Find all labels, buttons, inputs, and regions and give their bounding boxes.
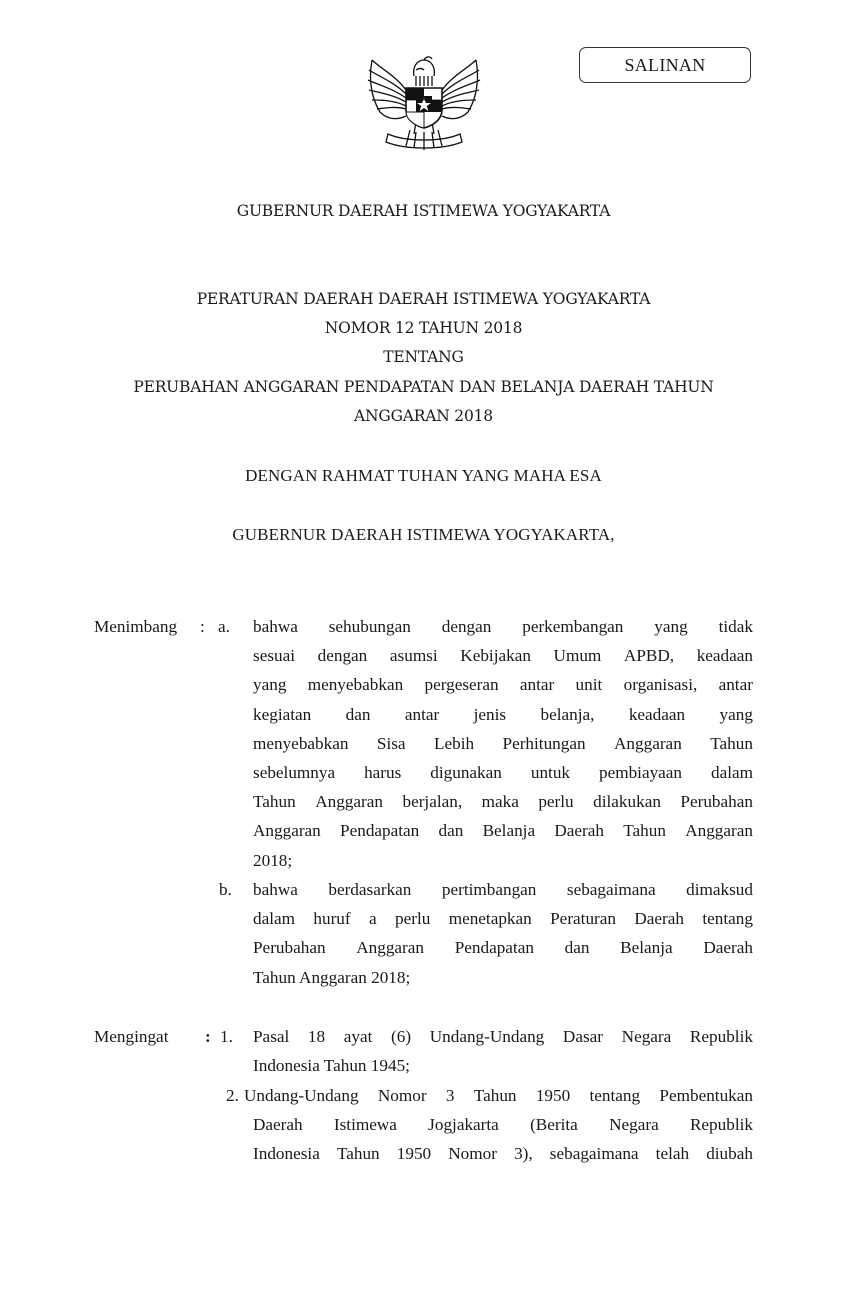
word: Tahun [473,1086,517,1105]
text-line [253,875,753,904]
word: Peraturan [550,909,616,929]
text-line [253,670,753,699]
word: (Berita [530,1115,578,1134]
salinan-stamp: SALINAN [579,47,751,83]
word: Anggaran [685,821,753,841]
title-line-5: ANGGARAN 2018 [354,407,493,425]
menimbang-item-b [253,875,753,992]
mengingat-label: Mengingat [94,1027,169,1046]
text-line [244,1081,753,1110]
menimbang-marker-b: b. [219,880,232,899]
text-line [253,933,753,962]
word: dalam [253,909,295,929]
word: Negara [609,1115,659,1134]
word: Indonesia [253,1144,320,1164]
word: Jogjakarta [428,1115,499,1134]
word: Belanja [620,938,673,958]
word: maka [481,792,519,812]
word: Dasar [562,1027,604,1046]
word: yang [719,704,753,724]
word: digunakan [430,762,502,782]
word: 1950 [535,1086,571,1105]
word: sebagaimana [566,880,656,899]
word: pergeseran [424,675,499,695]
word: bahwa [253,880,298,899]
word: telah [655,1144,690,1164]
word: Pendapatan [340,821,420,841]
word: Pendapatan [454,938,534,958]
invocation: DENGAN RAHMAT TUHAN YANG MAHA ESA [245,466,602,485]
word: sesuai [253,646,296,666]
word: untuk [530,762,571,782]
title-line-2: NOMOR 12 TAHUN 2018 [324,319,523,337]
text-line [253,1139,753,1168]
word: asumsi [389,646,438,666]
issuer-heading: GUBERNUR DAERAH ISTIMEWA YOGYAKARTA [236,202,611,220]
word: tentang [702,909,753,929]
word: harus [364,762,402,782]
word: dalam [711,762,753,782]
mengingat-colon: : [205,1027,211,1046]
menimbang-marker-a: a. [218,617,230,636]
word: Tahun [710,733,753,753]
word: ayat [343,1027,373,1046]
word: Republik [689,1027,753,1046]
word: berdasarkan [328,880,412,899]
word: pertimbangan [441,880,537,899]
word: dengan [317,646,368,666]
word: Undang-Undang [244,1086,359,1105]
text-line [253,729,753,758]
word: dan [345,704,371,724]
title-line-3: TENTANG [383,348,464,366]
word: belanja, [540,704,595,724]
word: sebelumnya [253,762,336,782]
governor-heading: GUBERNUR DAERAH ISTIMEWA YOGYAKARTA, [232,525,615,544]
word: a [368,909,377,929]
text-line [253,1022,753,1051]
text-line [253,758,753,787]
title-line-4: PERUBAHAN ANGGARAN PENDAPATAN DAN BELANJA DAERAH TAHUN [133,378,714,396]
word: Istimewa [333,1115,397,1134]
word: unit [575,675,603,695]
text-line [253,1110,753,1139]
word: Perubahan [680,792,753,812]
word: Tahun [336,1144,380,1164]
word: Nomor [377,1086,427,1105]
word: dan [564,938,590,958]
word: menetapkan [448,909,532,929]
mengingat-marker-1: 1. [220,1027,233,1046]
word: Anggaran [356,938,425,958]
word: 3 [445,1086,455,1105]
mengingat-item-1 [253,1022,753,1080]
mengingat-marker-2: 2. [226,1086,239,1105]
word: sebagaimana [549,1144,639,1164]
word: 1950 [396,1144,432,1164]
mengingat-item-2 [253,1110,753,1168]
word: diubah [706,1144,753,1164]
text-line [253,787,753,816]
word: antar [404,704,440,724]
word: jenis [473,704,507,724]
word: dilakukan [593,792,661,812]
garuda-emblem-icon [366,46,482,158]
word: yang [654,617,688,636]
word: Sisa [376,733,406,753]
word: (6) [391,1027,412,1046]
word: Pembentukan [659,1086,753,1105]
word: Tahun [253,792,296,812]
word: Tahun [623,821,666,841]
title-line-1: PERATURAN DAERAH DAERAH ISTIMEWA YOGYAKARTA [196,290,651,308]
menimbang-item-a [253,612,753,875]
word: antar [718,675,753,695]
word: bahwa [253,617,298,636]
word: 18 [307,1027,326,1046]
word: antar [519,675,555,695]
text-line: 2018; [253,850,293,870]
word: Daerah [703,938,753,958]
word: 3), [514,1144,533,1164]
text-line [253,700,753,729]
word: Daerah [253,1115,303,1134]
word: Negara [621,1027,672,1046]
word: Kebijakan [460,646,531,666]
text-line [253,612,753,641]
word: kegiatan [253,704,312,724]
word: Anggaran [253,821,321,841]
word: menyebabkan [253,733,349,753]
text-line: Tahun Anggaran 2018; [253,967,411,987]
word: APBD, [623,646,675,666]
word: yang [253,675,287,695]
word: keadaan [628,704,686,724]
word: Perubahan [253,938,326,958]
word: dan [438,821,464,841]
word: Nomor [448,1144,497,1164]
menimbang-label: Menimbang [94,617,178,636]
text-line [253,641,753,670]
word: perlu [538,792,574,812]
word: sehubungan [328,617,411,636]
text-line [253,904,753,933]
text-line [253,816,753,845]
word: Anggaran [315,792,383,812]
word: perkembangan [522,617,624,636]
word: Pasal [253,1027,290,1046]
word: organisasi, [623,675,698,695]
word: perlu [395,909,431,929]
word: Lebih [433,733,475,753]
word: Daerah [554,821,604,841]
word: tentang [589,1086,641,1105]
word: Umum [553,646,602,666]
word: huruf [313,909,351,929]
word: Belanja [482,821,536,841]
word: berjalan, [402,792,463,812]
menimbang-colon: : [200,617,205,636]
word: dengan [441,617,492,636]
word: keadaan [696,646,753,666]
word: menyebabkan [307,675,404,695]
word: dimaksud [686,880,753,899]
word: pembiayaan [598,762,683,782]
word: Perhitungan [502,733,586,753]
word: Republik [689,1115,753,1134]
word: Daerah [634,909,684,929]
word: tidak [718,617,753,636]
word: Anggaran [614,733,682,753]
text-line: Indonesia Tahun 1945; [253,1056,410,1076]
word: Undang-Undang [429,1027,545,1046]
mengingat-item-2-first [244,1081,753,1110]
